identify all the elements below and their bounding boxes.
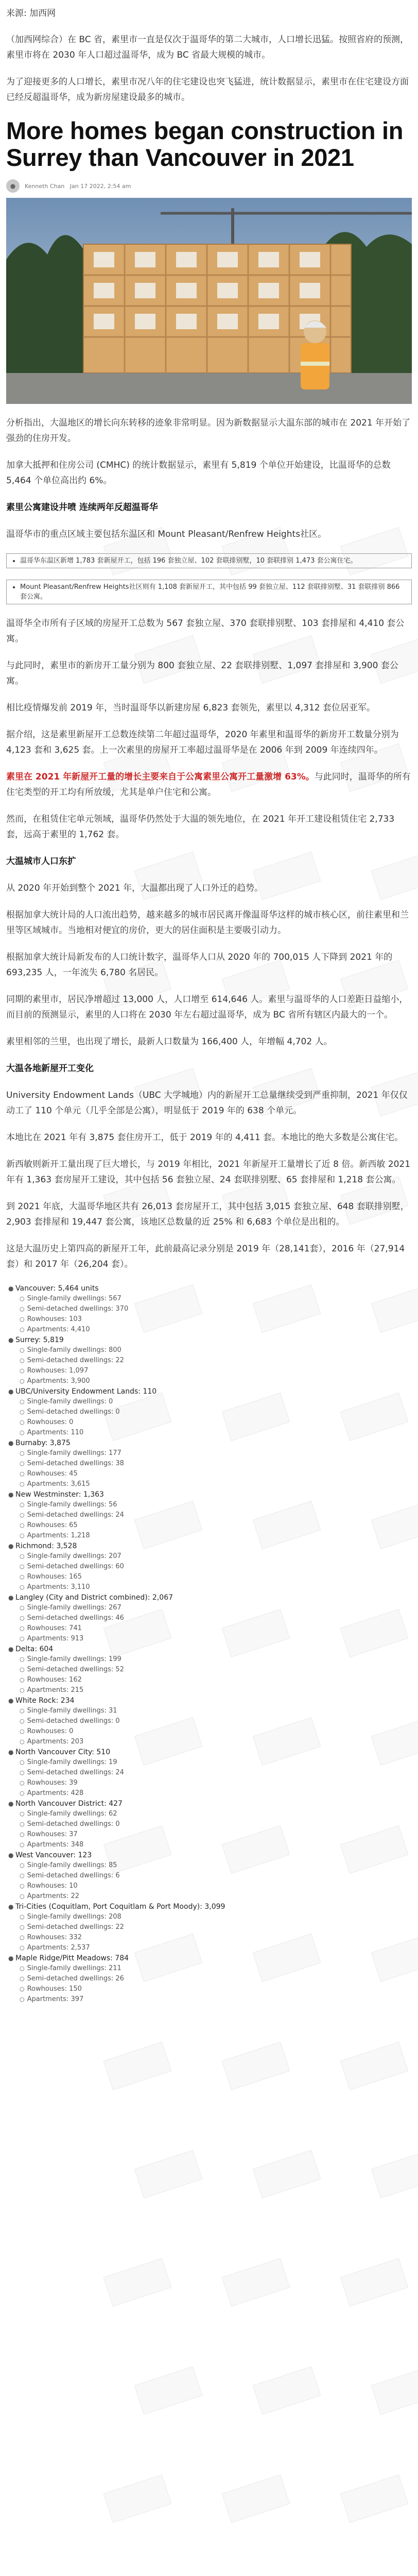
city-stat: Single-family dwellings: 800 bbox=[27, 1346, 121, 1354]
sub-bullet-icon: ○ bbox=[20, 1996, 25, 2003]
city-stat-row bbox=[6, 1623, 412, 1634]
city-stat-row bbox=[6, 1922, 412, 1933]
city-name: Vancouver: 5,464 units bbox=[15, 1284, 99, 1293]
intro-paragraph-2: 为了迎接更多的人口增长，素里市况八年的住宅建设也突飞猛进，统计数据显示，素里市在住宅建设方面已经反超温哥华，成为新房屋建设最多的城市。 bbox=[6, 77, 409, 103]
sub-bullet-icon: ○ bbox=[20, 1666, 25, 1673]
sub-bullet-icon: ○ bbox=[20, 1604, 25, 1611]
city-item bbox=[6, 1592, 412, 1603]
sub-bullet-icon: ○ bbox=[20, 1573, 25, 1580]
city-name: West Vancouver: 123 bbox=[15, 1851, 92, 1859]
city-stat-row bbox=[6, 1355, 412, 1366]
city-stat: Rowhouses: 150 bbox=[27, 1985, 82, 1993]
city-stat: Single-family dwellings: 208 bbox=[27, 1913, 121, 1921]
city-stat-row bbox=[6, 1397, 412, 1407]
city-stat-row bbox=[6, 1314, 412, 1325]
city-stat: Apartments: 2,537 bbox=[27, 1944, 90, 1952]
city-stat: Rowhouses: 165 bbox=[27, 1573, 82, 1581]
city-stat: Semi-detached dwellings: 26 bbox=[27, 1975, 124, 1982]
sub-bullet-icon: ○ bbox=[20, 1563, 25, 1570]
consecutive-years-paragraph: 据介绍，这是素里新屋开工总数连续第二年超过温哥华，2020 年素里和温哥华的新房开工数量分别为 4,123 套和 3,625 套。上一次素里的房屋开工率超过温哥华是在 2006 年到 2009 年连续四年。 bbox=[6, 730, 399, 755]
bullet-icon: ● bbox=[8, 1697, 14, 1704]
sub-bullet-icon: ○ bbox=[20, 1718, 25, 1724]
city-stat: Single-family dwellings: 211 bbox=[27, 1964, 121, 1972]
city-stat: Semi-detached dwellings: 52 bbox=[27, 1666, 124, 1673]
sub-bullet-icon: ○ bbox=[20, 1831, 25, 1838]
city-item bbox=[6, 1644, 412, 1654]
sub-bullet-icon: ○ bbox=[20, 1862, 25, 1869]
watermark-tile bbox=[103, 2042, 172, 2090]
city-stat: Rowhouses: 0 bbox=[27, 1418, 74, 1426]
city-stat: Apartments: 3,900 bbox=[27, 1377, 90, 1385]
city-stat-row bbox=[6, 1675, 412, 1685]
bullet-icon: ● bbox=[8, 1594, 14, 1601]
sub-bullet-icon: ○ bbox=[20, 1522, 25, 1529]
city-stat: Rowhouses: 45 bbox=[27, 1470, 78, 1478]
city-stat: Single-family dwellings: 267 bbox=[27, 1604, 121, 1612]
sub-bullet-icon: ○ bbox=[20, 1913, 25, 1920]
sub-bullet-icon: ○ bbox=[20, 1450, 25, 1456]
bullet-icon: ● bbox=[8, 1749, 14, 1756]
city-stat: Semi-detached dwellings: 38 bbox=[27, 1460, 124, 1467]
intro-paragraph-1: （加西网综合）在 BC 省，素里市一直是仅次于温哥华的第二大城市，人口增长迅猛。按照省府的预测，素里市将在 2030 年人口超过温哥华，成为 BC 省最大规模的城市。 bbox=[6, 35, 409, 60]
city-stat-row bbox=[6, 1325, 412, 1335]
city-stat-row bbox=[6, 1345, 412, 1355]
city-stat-row bbox=[6, 1510, 412, 1520]
author-avatar: ● bbox=[6, 179, 20, 193]
surrey-totals-paragraph: 与此同时，素里市的新房开工量分别为 800 套独立屋、22 套联排别墅、1,097 套排屋和 3,900 套公寓。 bbox=[6, 660, 398, 686]
construction-site-illustration bbox=[6, 198, 412, 404]
sub-bullet-icon: ○ bbox=[20, 1872, 25, 1879]
city-stat: Semi-detached dwellings: 24 bbox=[27, 1511, 124, 1519]
vancouver-population-paragraph: 根据加拿大统计局新发布的人口统计数字，温哥华人口从 2020 年的 700,015 人下降到 2021 年的 693,235 人，一年流失 6,780 名居民。 bbox=[6, 952, 393, 978]
sub-bullet-icon: ○ bbox=[20, 1367, 25, 1374]
city-stat-row bbox=[6, 1366, 412, 1376]
city-stat-row bbox=[6, 1469, 412, 1479]
city-stat-row bbox=[6, 1974, 412, 1984]
city-stat-row bbox=[6, 1757, 412, 1768]
sub-bullet-icon: ○ bbox=[20, 1470, 25, 1477]
langley-population-paragraph: 素里相邻的兰里，也出现了增长，最新人口数量为 166,400 人，年增幅 4,702 人。 bbox=[6, 1037, 333, 1047]
city-stat: Single-family dwellings: 19 bbox=[27, 1758, 117, 1766]
sub-bullet-icon: ○ bbox=[20, 1306, 25, 1312]
city-stat-row bbox=[6, 1551, 412, 1562]
watermark-tile bbox=[340, 2258, 409, 2307]
city-stat: Single-family dwellings: 0 bbox=[27, 1398, 113, 1405]
city-stat-row bbox=[6, 1376, 412, 1386]
sub-bullet-icon: ○ bbox=[20, 1512, 25, 1518]
sub-bullet-icon: ○ bbox=[20, 1883, 25, 1889]
watermark-tile bbox=[371, 2150, 418, 2198]
city-stat-row bbox=[6, 1778, 412, 1788]
city-stat: Semi-detached dwellings: 46 bbox=[27, 1614, 124, 1622]
city-stat-row bbox=[6, 1562, 412, 1572]
bullet-icon: ● bbox=[8, 1852, 14, 1859]
city-name: North Vancouver District: 427 bbox=[15, 1800, 123, 1808]
city-stat-row bbox=[6, 1819, 412, 1829]
bullet-icon: ● bbox=[8, 1903, 14, 1910]
sub-bullet-icon: ○ bbox=[20, 1986, 25, 1992]
watermark-tile bbox=[103, 2475, 172, 2523]
city-stat-row bbox=[6, 1737, 412, 1747]
city-item bbox=[6, 1850, 412, 1860]
city-item bbox=[6, 1799, 412, 1809]
sub-bullet-icon: ○ bbox=[20, 1687, 25, 1693]
mount-pleasant-stat: • Mount Pleasant/Renfrew Heights社区则有 1,108 套新屋开工，其中包括 99 套独立屋、112 套联排别墅、31 套联排别 866 套公寓。 bbox=[20, 582, 406, 602]
city-name: White Rock: 234 bbox=[15, 1697, 75, 1705]
city-stat: Single-family dwellings: 56 bbox=[27, 1501, 117, 1509]
city-stat: Rowhouses: 741 bbox=[27, 1624, 82, 1632]
watermark-tile bbox=[253, 2150, 321, 2198]
city-stat: Rowhouses: 332 bbox=[27, 1934, 82, 1941]
city-item bbox=[6, 1902, 412, 1912]
sub-bullet-icon: ○ bbox=[20, 1738, 25, 1745]
city-item bbox=[6, 1386, 412, 1397]
city-stat-row bbox=[6, 1634, 412, 1644]
sub-bullet-icon: ○ bbox=[20, 1759, 25, 1766]
watermark-tile bbox=[371, 2366, 418, 2415]
pre-pandemic-paragraph: 相比疫情爆发前 2019 年，当时温哥华以新建房屋 6,823 套领先，素里以 4,312 套位居亚军。 bbox=[6, 703, 376, 713]
city-stat-row bbox=[6, 1500, 412, 1510]
city-item bbox=[6, 1696, 412, 1706]
author-name: Kenneth Chan bbox=[25, 182, 65, 190]
city-stat-row bbox=[6, 1685, 412, 1696]
section-heading-regional: 大温各地新屋开工变化 bbox=[6, 1063, 94, 1074]
sub-bullet-icon: ○ bbox=[20, 1821, 25, 1827]
apartment-surge-highlight: 素里在 2021 年新屋开工量的增长主要来自于公寓素里公寓开工量激增 63%。 bbox=[6, 772, 315, 782]
city-stat: Apartments: 215 bbox=[27, 1686, 84, 1694]
city-stat-row bbox=[6, 1963, 412, 1974]
sub-bullet-icon: ○ bbox=[20, 1893, 25, 1900]
city-stat-row bbox=[6, 1943, 412, 1953]
city-stat: Apartments: 3,615 bbox=[27, 1480, 90, 1488]
city-item bbox=[6, 1953, 412, 1963]
sub-bullet-icon: ○ bbox=[20, 1326, 25, 1333]
sub-bullet-icon: ○ bbox=[20, 1532, 25, 1539]
vancouver-totals-paragraph: 温哥华全市所有子区域的房屋开工总数为 567 套独立屋、370 套联排别墅、103 套排屋和 4,410 套公寓。 bbox=[6, 618, 405, 644]
city-name: UBC/University Endowment Lands: 110 bbox=[15, 1387, 157, 1396]
sub-bullet-icon: ○ bbox=[20, 1553, 25, 1560]
analysis-paragraph: 分析指出，大温地区的增长向东转移的迹象非常明显。因为新数据显示大温东部的城市在 2021 年开始了强劲的住房开发。 bbox=[6, 418, 411, 444]
vancouver-areas-paragraph: 温哥华市的重点区域主要包括东温区和 Mount Pleasant/Renfrew Heights社区。 bbox=[6, 529, 327, 539]
city-stat-row bbox=[6, 1912, 412, 1922]
city-stat: Apartments: 428 bbox=[27, 1789, 84, 1797]
sub-bullet-icon: ○ bbox=[20, 1790, 25, 1797]
city-stat-row bbox=[6, 1871, 412, 1881]
city-name: New Westminster: 1,363 bbox=[15, 1490, 104, 1499]
sub-bullet-icon: ○ bbox=[20, 1625, 25, 1632]
city-stat: Apartments: 397 bbox=[27, 1995, 84, 2003]
city-item bbox=[6, 1747, 412, 1757]
city-stat-row bbox=[6, 1881, 412, 1891]
city-stat-row bbox=[6, 1788, 412, 1799]
city-stat-row bbox=[6, 1665, 412, 1675]
city-stat: Rowhouses: 1,097 bbox=[27, 1367, 89, 1375]
sub-bullet-icon: ○ bbox=[20, 1398, 25, 1405]
city-stat: Semi-detached dwellings: 22 bbox=[27, 1357, 124, 1364]
city-stat-row bbox=[6, 1654, 412, 1665]
city-stat-row bbox=[6, 1459, 412, 1469]
city-name: North Vancouver City: 510 bbox=[15, 1748, 111, 1756]
sub-bullet-icon: ○ bbox=[20, 1780, 25, 1786]
city-stat-row bbox=[6, 1809, 412, 1819]
city-stat-row bbox=[6, 1613, 412, 1623]
construction-photo bbox=[6, 198, 412, 404]
city-stat: Apartments: 22 bbox=[27, 1892, 79, 1900]
city-stat: Single-family dwellings: 207 bbox=[27, 1552, 121, 1560]
city-name: Richmond: 3,528 bbox=[15, 1542, 77, 1550]
city-name: Burnaby: 3,875 bbox=[15, 1439, 71, 1447]
city-stat: Apartments: 1,218 bbox=[27, 1532, 90, 1539]
city-stat: Single-family dwellings: 567 bbox=[27, 1295, 121, 1302]
sub-bullet-icon: ○ bbox=[20, 1656, 25, 1663]
population-trend-paragraph: 从 2020 年开始到整个 2021 年，大温都出现了人口外迁的趋势。 bbox=[6, 883, 264, 893]
city-stat-row bbox=[6, 1417, 412, 1428]
city-stat-row bbox=[6, 1407, 412, 1417]
city-stat: Single-family dwellings: 85 bbox=[27, 1861, 117, 1869]
city-stat: Apartments: 110 bbox=[27, 1429, 84, 1436]
sub-bullet-icon: ○ bbox=[20, 1316, 25, 1323]
city-stat-row bbox=[6, 1428, 412, 1438]
city-name: Tri-Cities (Coquitlam, Port Coquitlam & Port Moody): 3,099 bbox=[15, 1903, 225, 1911]
city-stat-row bbox=[6, 1582, 412, 1592]
bullet-icon: ● bbox=[8, 1285, 14, 1292]
watermark-tile bbox=[253, 2366, 321, 2415]
city-stat: Semi-detached dwellings: 22 bbox=[27, 1923, 124, 1931]
city-stat: Rowhouses: 103 bbox=[27, 1315, 82, 1323]
bullet-icon: ● bbox=[8, 1336, 14, 1344]
city-name: Delta: 604 bbox=[15, 1645, 54, 1653]
history-paragraph: 这是大温历史上第四高的新屋开工年，此前最高记录分别是 2019 年（28,141套），2016 年（27,914套）和 2017 年（26,204 套）。 bbox=[6, 1244, 405, 1269]
city-stat-row bbox=[6, 1706, 412, 1716]
city-item bbox=[6, 1438, 412, 1448]
city-stat: Single-family dwellings: 199 bbox=[27, 1655, 121, 1663]
sub-bullet-icon: ○ bbox=[20, 1944, 25, 1951]
sub-bullet-icon: ○ bbox=[20, 1769, 25, 1776]
city-stat: Rowhouses: 162 bbox=[27, 1676, 82, 1684]
city-stat-row bbox=[6, 1716, 412, 1726]
city-stat-row bbox=[6, 1984, 412, 1994]
city-stat: Semi-detached dwellings: 0 bbox=[27, 1820, 120, 1828]
city-stat: Single-family dwellings: 62 bbox=[27, 1810, 117, 1818]
sub-bullet-icon: ○ bbox=[20, 1924, 25, 1930]
bullet-icon: ● bbox=[8, 1955, 14, 1962]
city-stat-row bbox=[6, 1448, 412, 1459]
watermark-tile bbox=[222, 2258, 290, 2307]
sub-bullet-icon: ○ bbox=[20, 1975, 25, 1982]
sub-bullet-icon: ○ bbox=[20, 1357, 25, 1364]
mount-pleasant-callout bbox=[6, 580, 412, 604]
surrey-population-paragraph: 同期的素里市，居民净增超过 13,000 人，人口增至 614,646 人。素里与温哥华的人口差距日益缩小，而目前的预测显示，素里的人口将在 2030 年左右超过温哥华，成为 BC 省所有辖区内最大的一个。 bbox=[6, 994, 408, 1020]
city-stat: Semi-detached dwellings: 60 bbox=[27, 1563, 124, 1570]
sub-bullet-icon: ○ bbox=[20, 1934, 25, 1941]
east-vancouver-callout bbox=[6, 553, 412, 568]
city-item bbox=[6, 1489, 412, 1500]
sub-bullet-icon: ○ bbox=[20, 1584, 25, 1590]
city-stat-row bbox=[6, 1933, 412, 1943]
byline bbox=[6, 176, 412, 198]
city-stat-row bbox=[6, 1726, 412, 1737]
watermark-tile bbox=[340, 2475, 409, 2523]
source-line: 来源: 加西网 bbox=[6, 8, 56, 19]
sub-bullet-icon: ○ bbox=[20, 1501, 25, 1508]
city-stat-row bbox=[6, 1304, 412, 1314]
sub-bullet-icon: ○ bbox=[20, 1841, 25, 1848]
sub-bullet-icon: ○ bbox=[20, 1429, 25, 1436]
city-stat: Single-family dwellings: 177 bbox=[27, 1449, 121, 1457]
city-stat-row bbox=[6, 1840, 412, 1850]
sub-bullet-icon: ○ bbox=[20, 1635, 25, 1642]
sub-bullet-icon: ○ bbox=[20, 1460, 25, 1467]
city-starts-list bbox=[6, 1283, 412, 2005]
watermark-tile bbox=[134, 2150, 203, 2198]
city-stat-row bbox=[6, 1860, 412, 1871]
city-stat-row bbox=[6, 1520, 412, 1531]
city-name: Langley (City and District combined): 2,067 bbox=[15, 1594, 173, 1602]
sub-bullet-icon: ○ bbox=[20, 1378, 25, 1384]
sub-bullet-icon: ○ bbox=[20, 1481, 25, 1487]
sub-bullet-icon: ○ bbox=[20, 1615, 25, 1621]
watermark-tile bbox=[222, 2042, 290, 2090]
sub-bullet-icon: ○ bbox=[20, 1965, 25, 1972]
city-stat: Apartments: 3,110 bbox=[27, 1583, 90, 1591]
sub-bullet-icon: ○ bbox=[20, 1707, 25, 1714]
sub-bullet-icon: ○ bbox=[20, 1419, 25, 1426]
city-stat-row bbox=[6, 1572, 412, 1582]
watermark-tile bbox=[340, 2042, 409, 2090]
bullet-icon: ● bbox=[8, 1800, 14, 1807]
city-stat: Rowhouses: 37 bbox=[27, 1831, 78, 1838]
city-stat: Apartments: 913 bbox=[27, 1635, 84, 1642]
sub-bullet-icon: ○ bbox=[20, 1347, 25, 1353]
ubc-paragraph: University Endowment Lands（UBC 大学城地）内的新屋开工总量继续受到严重抑制，2021 年仅仅动工了 110 个单元（几乎全部是公寓），明显低于 2019 年的 638 个单元。 bbox=[6, 1090, 408, 1116]
city-stat: Semi-detached dwellings: 0 bbox=[27, 1717, 120, 1725]
apartment-surge-paragraph: 素里在 2021 年新屋开工量的增长主要来自于公寓素里公寓开工量激增 63%。与此同时，温哥华的所有住宅类型的开工均有所放缓，尤其是单户住宅和公寓。 bbox=[6, 772, 411, 798]
city-stat: Rowhouses: 39 bbox=[27, 1779, 78, 1787]
city-stat: Rowhouses: 65 bbox=[27, 1521, 78, 1529]
new-westminster-paragraph: 新西敏则新开工量出现了巨大增长，与 2019 年相比，2021 年新屋开工量增长了近 8 倍。新西敏 2021 年有 1,363 套房屋开工建设，其中包括 56 套独立屋、24 套联排别墅、65 套排屋和 1,218 套公寓。 bbox=[6, 1159, 411, 1185]
city-item bbox=[6, 1335, 412, 1345]
city-stat-row bbox=[6, 1829, 412, 1840]
rental-paragraph: 然而，在租赁住宅单元领域，温哥华仍然处于大温的领先地位，在 2021 年开工建设租赁住宅 2,733 套，远高于素里的 1,762 套。 bbox=[6, 814, 395, 840]
cmhc-paragraph: 加拿大抵押和住房公司 (CMHC) 的统计数据显示，素里有 5,819 个单位开始建设，比温哥华的总数 5,464 个单位高出约 6%。 bbox=[6, 460, 391, 486]
city-stat-row bbox=[6, 1479, 412, 1489]
city-stat: Rowhouses: 10 bbox=[27, 1882, 78, 1890]
city-name: Maple Ridge/Pitt Meadows: 784 bbox=[15, 1954, 129, 1962]
burnaby-paragraph: 本地比在 2021 年有 3,875 套住房开工，低于 2019 年的 4,411 套。本地比的绝大多数是公寓住宅。 bbox=[6, 1132, 404, 1143]
watermark-tile bbox=[134, 2366, 203, 2415]
section-heading-population: 大温城市人口东扩 bbox=[6, 856, 76, 867]
city-stat-row bbox=[6, 1294, 412, 1304]
city-stat-row bbox=[6, 1603, 412, 1613]
city-stat: Rowhouses: 0 bbox=[27, 1727, 74, 1735]
bullet-icon: ● bbox=[8, 1388, 14, 1395]
city-stat: Semi-detached dwellings: 6 bbox=[27, 1872, 120, 1879]
watermark-tile bbox=[103, 2258, 172, 2307]
sub-bullet-icon: ○ bbox=[20, 1728, 25, 1735]
east-vancouver-stat: • 温哥华东温区新增 1,783 套新屋开工，包括 196 套独立屋、102 套联排别墅，10 套联排别 1,473 套公寓住宅。 bbox=[20, 556, 406, 566]
city-stat: Semi-detached dwellings: 24 bbox=[27, 1769, 124, 1776]
city-stat-row bbox=[6, 1768, 412, 1778]
city-stat: Apartments: 203 bbox=[27, 1738, 84, 1745]
city-stat-row bbox=[6, 1531, 412, 1541]
city-stat: Apartments: 4,410 bbox=[27, 1326, 90, 1333]
metro-totals-paragraph: 到 2021 年底，大温哥华地区共有 26,013 套房屋开工，其中包括 3,015 套独立屋、648 套联排别墅，2,903 套排屋和 19,447 套公寓，该地区总数量的近 25% 和 6,683 个单位是出租的。 bbox=[6, 1201, 409, 1227]
bullet-icon: ● bbox=[8, 1646, 14, 1653]
publish-date: Jan 17 2022, 2:54 am bbox=[69, 182, 131, 190]
sub-bullet-icon: ○ bbox=[20, 1409, 25, 1415]
city-stat: Semi-detached dwellings: 0 bbox=[27, 1408, 120, 1416]
sub-bullet-icon: ○ bbox=[20, 1295, 25, 1302]
city-stat: Apartments: 348 bbox=[27, 1841, 84, 1849]
bullet-icon: ● bbox=[8, 1543, 14, 1550]
bullet-icon: ● bbox=[8, 1491, 14, 1498]
city-name: Surrey: 5,819 bbox=[15, 1336, 64, 1344]
section-heading-surrey: 素里公寓建设井喷 连续两年反超温哥华 bbox=[6, 502, 158, 513]
watermark-tile bbox=[222, 2475, 290, 2523]
article-headline: More homes began construction in Surrey than Vancouver in 2021 bbox=[6, 117, 404, 171]
outflow-paragraph: 根据加拿大统计局的人口流出趋势，越来越多的城市居民离开像温哥华这样的城市核心区，前往素里和兰里等区域城市。当地相对便宜的房价，更大的居住面积是主要吸引动力。 bbox=[6, 910, 409, 936]
city-stat: Semi-detached dwellings: 370 bbox=[27, 1305, 129, 1313]
bullet-icon: ● bbox=[8, 1439, 14, 1447]
city-stat: Single-family dwellings: 31 bbox=[27, 1707, 117, 1715]
city-item bbox=[6, 1283, 412, 1294]
city-item bbox=[6, 1541, 412, 1551]
sub-bullet-icon: ○ bbox=[20, 1676, 25, 1683]
city-stat-row bbox=[6, 1994, 412, 2005]
sub-bullet-icon: ○ bbox=[20, 1810, 25, 1817]
city-stat-row bbox=[6, 1891, 412, 1902]
